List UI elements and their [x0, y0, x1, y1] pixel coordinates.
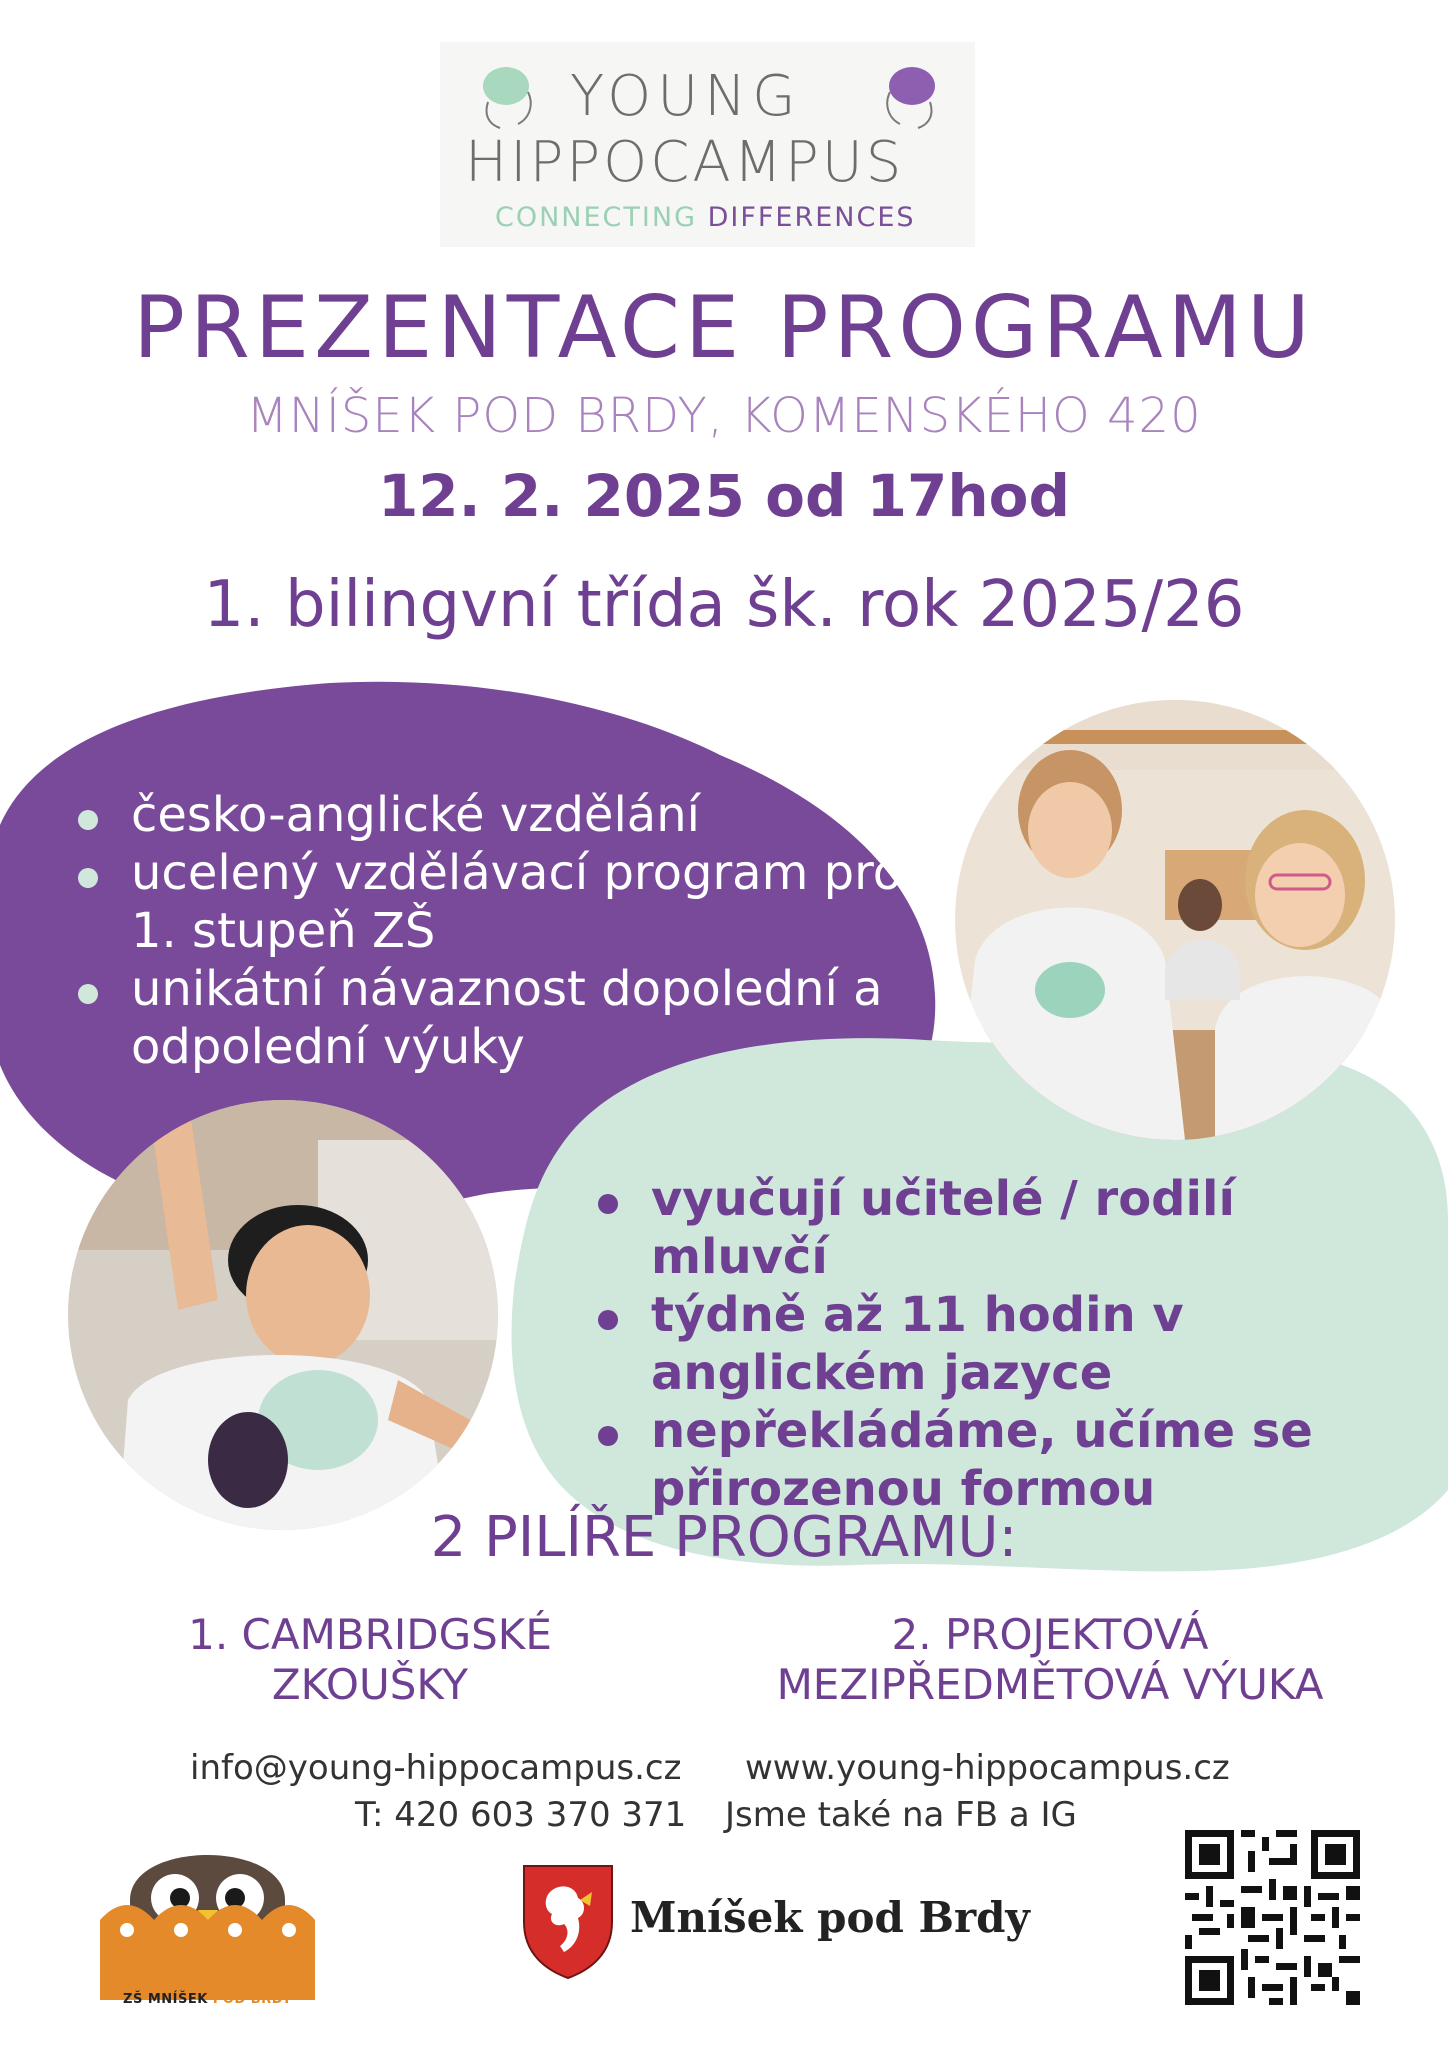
pillar-line: ZKOUŠKY: [271, 1660, 469, 1709]
contact-social: Jsme také na FB a IG: [725, 1795, 1077, 1835]
logo-tagline: [495, 202, 916, 233]
logo-line-young: YOUNG: [570, 64, 802, 129]
school-logo-text: [100, 1992, 315, 2007]
pillar-line: 1. CAMBRIDGSKÉ: [188, 1610, 552, 1659]
event-datetime: 12. 2. 2025 od 17hod: [377, 462, 1071, 530]
tagline-differences: DIFFERENCES: [707, 202, 916, 233]
contact-email[interactable]: info@young-hippocampus.cz: [190, 1748, 682, 1788]
pillar-project-teaching: [740, 1610, 1360, 1710]
pillar-line: 2. PROJEKTOVÁ: [891, 1610, 1209, 1659]
list-item: unikátní návaznost dopolední a odpolední výuky: [78, 960, 918, 1076]
contact-website[interactable]: www.young-hippocampus.cz: [745, 1748, 1230, 1788]
class-year-line: 1. bilingvní třída šk. rok 2025/26: [203, 568, 1245, 642]
page-title: PREZENTACE PROGRAMU: [133, 278, 1315, 378]
logo-line-hippocampus: HIPPOCAMPUS: [465, 130, 905, 195]
owl-school-logo: [100, 1810, 315, 2015]
event-address: MNÍŠEK POD BRDY, KOMENSKÉHO 420: [246, 388, 1202, 444]
qr-code[interactable]: [1185, 1830, 1360, 2005]
list-item: týdně až 11 hodin v anglickém jazyce: [598, 1286, 1418, 1402]
head-mint-icon: [478, 62, 538, 130]
head-purple-icon: [880, 62, 940, 130]
school-logo-text-main: ZŠ MNÍŠEK: [123, 1992, 208, 2007]
town-crest-icon: [520, 1862, 616, 1980]
classroom-boy-photo: [68, 1100, 498, 1530]
town-name: Mníšek pod Brdy: [630, 1893, 1030, 1942]
pillars-heading: 2 PILÍŘE PROGRAMU:: [430, 1505, 1018, 1570]
pillar-cambridge: [140, 1610, 600, 1710]
list-item: česko-anglické vzdělání: [78, 786, 918, 844]
tagline-connecting: CONNECTING: [495, 202, 697, 233]
list-item: vyučují učitelé / rodilí mluvčí: [598, 1170, 1418, 1286]
teaching-features-list: [598, 1170, 1418, 1518]
pillar-line: MEZIPŘEDMĚTOVÁ VÝUKA: [776, 1660, 1324, 1709]
program-features-list: [78, 786, 918, 1076]
list-item: nepřekládáme, učíme se přirozenou formou: [598, 1402, 1418, 1518]
classroom-girls-photo: [955, 700, 1395, 1140]
contact-phone: T: 420 603 370 371: [355, 1795, 687, 1835]
list-item: ucelený vzdělávací program pro 1. stupeň ZŠ: [78, 844, 918, 960]
school-logo-text-accent: POD BRDY: [212, 1992, 292, 2007]
